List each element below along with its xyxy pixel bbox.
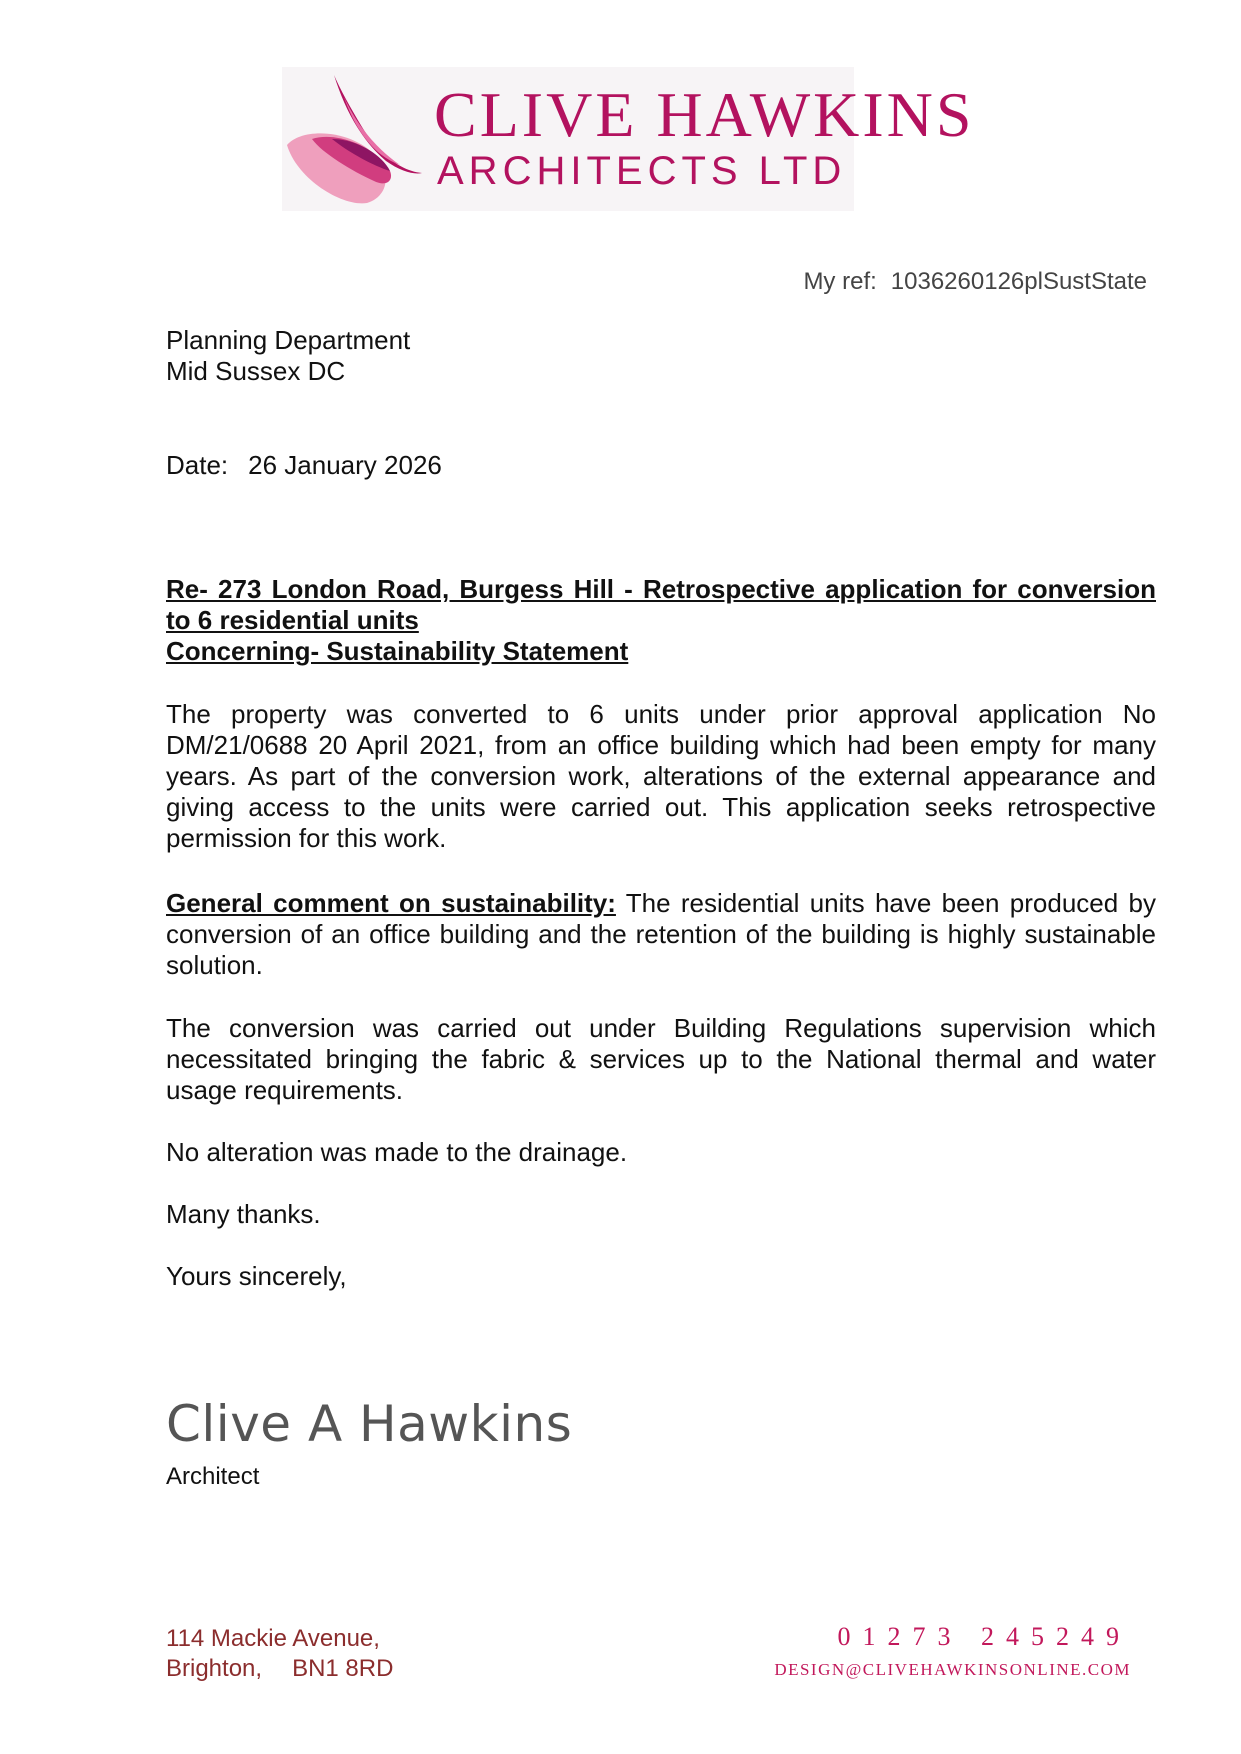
paragraph-conversion: The property was converted to 6 units under prior approval application No DM/21/0688 20 April 2021, from an office building which had been empty for many years. As part of the conversion work, alterations of the external appearance and giving access to the units were carried out. This application seeks retrospective permission for this work. (166, 699, 1156, 853)
paragraph-sustainability (166, 888, 1156, 981)
date-label: Date: (166, 450, 229, 480)
recipient-address (166, 325, 410, 387)
footer-email: DESIGN@CLIVEHAWKINSONLINE.COM (774, 1660, 1131, 1679)
date-value: 26 January 2026 (248, 450, 442, 480)
letter-subject (166, 574, 1156, 667)
footer-phone: 01273 245249 (837, 1622, 1131, 1651)
sustainability-body: The residential units have been produced by conversion of an office building and the retention of the building is highly sustainable solution. (166, 888, 1156, 980)
reference-value: 1036260126plSustState (890, 268, 1147, 295)
logo-text-company: CLIVE HAWKINS (434, 79, 975, 150)
footer-town: Brighton, (166, 1655, 263, 1682)
date-line (166, 450, 442, 481)
butterfly-logo-icon (282, 67, 432, 211)
signature: Clive A Hawkins (166, 1395, 573, 1453)
recipient-line-2: Mid Sussex DC (166, 356, 346, 386)
footer-postcode: BN1 8RD (292, 1655, 394, 1682)
reference-label: My ref: (803, 268, 877, 295)
subject-line-2: Concerning- Sustainability Statement (166, 636, 629, 666)
paragraph-drainage: No alteration was made to the drainage. (166, 1137, 628, 1167)
company-logo (282, 67, 975, 211)
paragraph-building-regs: The conversion was carried out under Building Regulations supervision which necessitated bringing the fabric & services up to the National thermal and water usage requirements. (166, 1013, 1156, 1105)
sustainability-heading: General comment on sustainability: (166, 888, 616, 918)
logo-text-subtitle: ARCHITECTS LTD (437, 149, 847, 193)
signatory-title: Architect (166, 1463, 260, 1490)
footer-street: 114 Mackie Avenue, (166, 1625, 380, 1652)
recipient-line-1: Planning Department (166, 325, 411, 355)
closing-salutation: Yours sincerely, (166, 1261, 347, 1291)
subject-line-1: Re- 273 London Road, Burgess Hill - Retrospective application for conversion to 6 residential units (166, 574, 1156, 635)
paragraph-thanks: Many thanks. (166, 1199, 321, 1229)
reference-line (803, 268, 1147, 296)
footer-address (166, 1624, 393, 1684)
